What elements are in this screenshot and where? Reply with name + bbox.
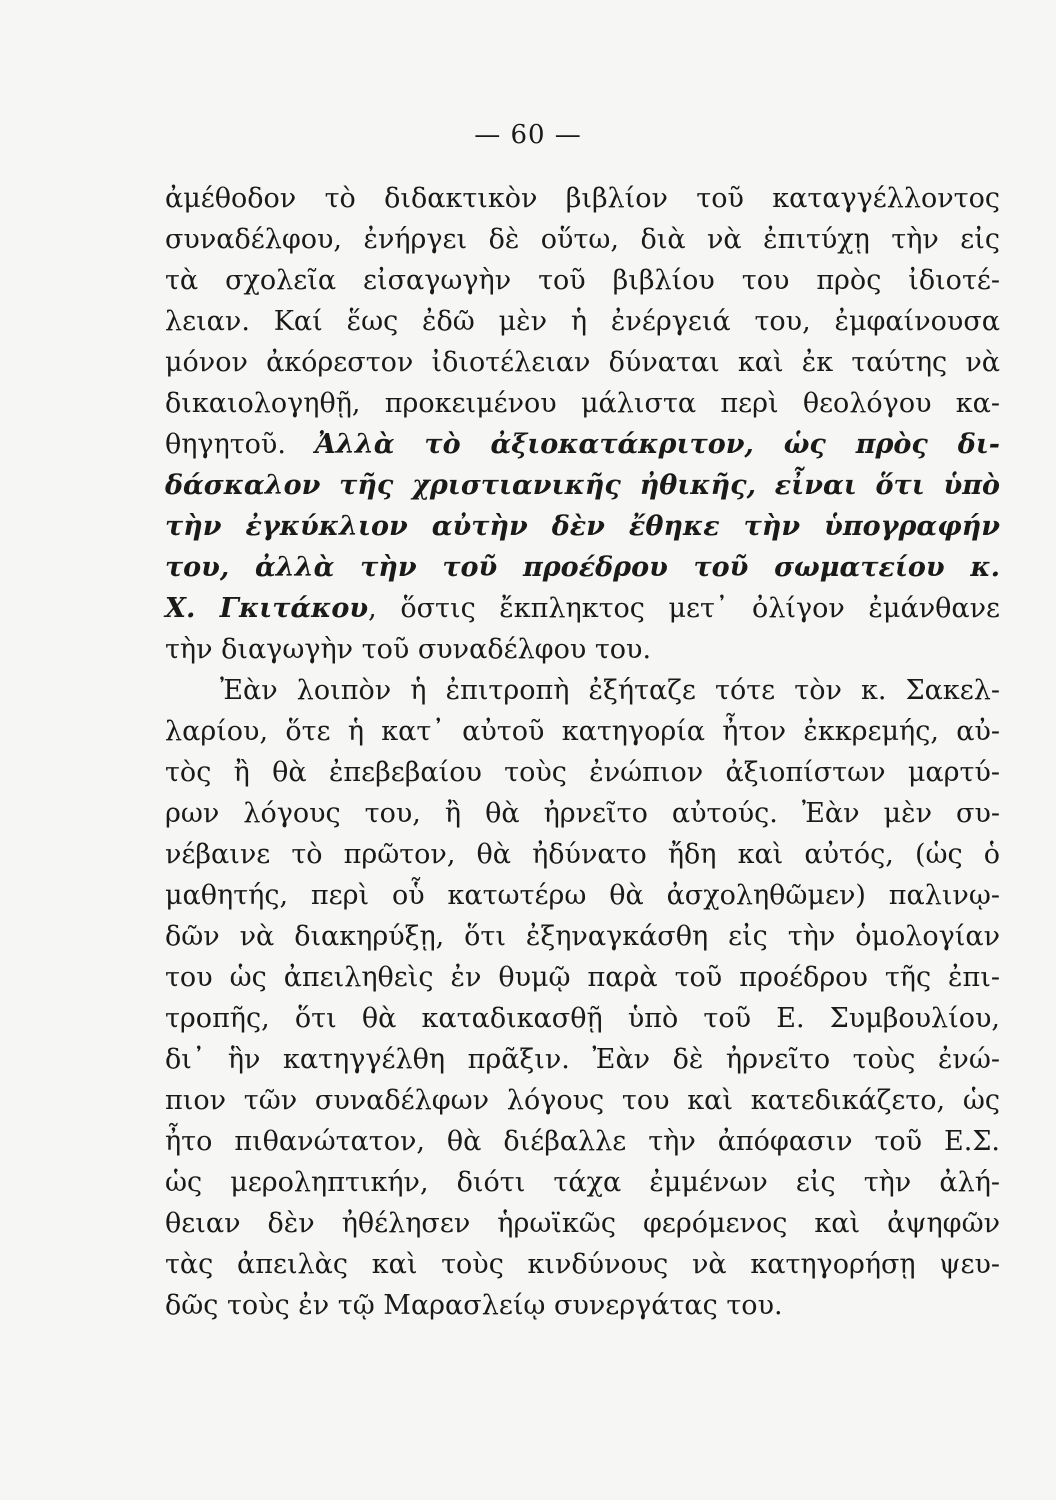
text-line <box>165 1080 1000 1121</box>
line-text: νέβαινε τὸ πρῶτον, θὰ ἠδύνατο ἤδη καὶ αὐτός, (ὡς ὁ <box>165 839 1000 870</box>
text-line <box>165 711 1000 752</box>
text-line <box>165 834 1000 875</box>
text-line <box>165 752 1000 793</box>
line-text: τὴν διαγωγὴν τοῦ συναδέλφου του. <box>165 634 652 665</box>
emphasized-text: Χ. Γκιτάκου <box>165 593 369 624</box>
line-text: ἀμέθοδον τὸ διδακτικὸν βιβλίον τοῦ καταγγέλλοντος <box>165 183 1000 214</box>
text-line <box>165 260 1000 301</box>
text-line <box>165 1203 1000 1244</box>
line-text: λειαν. Καί ἕως ἐδῶ μὲν ἡ ἐνέργειά του, ἐμφαίνουσα <box>165 306 1000 337</box>
line-text: συναδέλφου, ἐνήργει δὲ οὕτω, διὰ νὰ ἐπιτύχῃ τὴν εἰς <box>165 224 1000 255</box>
line-text: θηγητοῦ. <box>165 429 315 460</box>
emphasized-text: τὴν ἐγκύκλιον αὐτὴν δὲν ἔθηκε τὴν ὑπογραφήν <box>165 511 1000 542</box>
emphasized-text: του, ἀλλὰ τὴν τοῦ προέδρου τοῦ σωματείου κ. <box>165 552 1000 583</box>
text-line <box>165 957 1000 998</box>
body-text <box>165 178 1000 1326</box>
text-line <box>165 1121 1000 1162</box>
line-text: δῶν νὰ διακηρύξῃ, ὅτι ἐξηναγκάσθη εἰς τὴν ὁμολογίαν <box>165 921 1000 952</box>
line-text: τὸς ἢ θὰ ἐπεβεβαίου τοὺς ἐνώπιον ἀξιοπίστων μαρτύ- <box>165 757 1000 788</box>
line-text: δι᾿ ἣν κατηγγέλθη πρᾶξιν. Ἐὰν δὲ ἠρνεῖτο τοὺς ἐνώ- <box>165 1044 1000 1075</box>
text-line <box>165 506 1000 547</box>
line-text: θειαν δὲν ἠθέλησεν ἡρωϊκῶς φερόμενος καὶ ἀψηφῶν <box>165 1208 1000 1239</box>
line-text: πιον τῶν συναδέλφων λόγους του καὶ κατεδικάζετο, ὡς <box>165 1085 1000 1116</box>
line-text: τὰ σχολεῖα εἰσαγωγὴν τοῦ βιβλίου του πρὸς ἰδιοτέ- <box>165 265 1000 296</box>
line-text: τὰς ἀπειλὰς καὶ τοὺς κινδύνους νὰ κατηγορήσῃ ψευ- <box>165 1249 1000 1280</box>
line-text: μόνον ἀκόρεστον ἰδιοτέλειαν δύναται καὶ ἐκ ταύτης νὰ <box>165 347 1000 378</box>
text-line <box>165 547 1000 588</box>
text-line <box>165 465 1000 506</box>
line-text: λαρίου, ὅτε ἡ κατ᾿ αὐτοῦ κατηγορία ἦτον ἐκκρεμής, αὐ- <box>165 716 1000 747</box>
text-line <box>165 178 1000 219</box>
line-text: μαθητής, περὶ οὗ κατωτέρω θὰ ἀσχοληθῶμεν) παλινῳ- <box>165 880 1000 911</box>
line-text: του ὡς ἀπειληθεὶς ἐν θυμῷ παρὰ τοῦ προέδρου τῆς ἐπι- <box>165 962 1000 993</box>
line-text: ἦτο πιθανώτατον, θὰ διέβαλλε τὴν ἀπόφασιν τοῦ Ε.Σ. <box>165 1126 1000 1157</box>
text-line <box>165 916 1000 957</box>
text-line <box>165 383 1000 424</box>
line-text: τροπῆς, ὅτι θὰ καταδικασθῇ ὑπὸ τοῦ Ε. Συμβουλίου, <box>165 1003 1000 1034</box>
page-number: — 60 — <box>474 120 582 150</box>
text-line <box>165 588 1000 629</box>
text-line <box>165 1039 1000 1080</box>
line-text: δῶς τοὺς ἐν τῷ Μαρασλείῳ συνεργάτας του. <box>165 1290 783 1321</box>
emphasized-text: Ἀλλὰ τὸ ἀξιοκατάκριτον, ὡς πρὸς δι- <box>314 429 1001 460</box>
text-line <box>165 629 1000 670</box>
text-line <box>165 998 1000 1039</box>
text-line <box>165 1244 1000 1285</box>
text-line <box>165 219 1000 260</box>
line-text: Ἐὰν λοιπὸν ἡ ἐπιτροπὴ ἐξήταζε τότε τὸν κ. Σακελ- <box>220 675 1000 706</box>
text-line <box>165 342 1000 383</box>
line-text: ρων λόγους του, ἢ θὰ ἠρνεῖτο αὐτούς. Ἐὰν μὲν συ- <box>165 798 1000 829</box>
text-line <box>165 875 1000 916</box>
text-line <box>165 1285 1000 1326</box>
line-text: , ὅστις ἔκπληκτος μετ᾿ ὀλίγον ἐμάνθανε <box>368 593 1000 624</box>
line-text: δικαιολογηθῇ, προκειμένου μάλιστα περὶ θεολόγου κα- <box>165 388 1000 419</box>
text-line <box>165 793 1000 834</box>
text-line <box>165 424 1000 465</box>
line-text: ὡς μεροληπτικήν, διότι τάχα ἐμμένων εἰς τὴν ἀλή- <box>165 1167 1000 1198</box>
emphasized-text: δάσκαλον τῆς χριστιανικῆς ἠθικῆς, εἶναι ὅτι ὑπὸ <box>165 470 1000 501</box>
text-line <box>165 1162 1000 1203</box>
text-line <box>165 301 1000 342</box>
text-line <box>165 670 1000 711</box>
